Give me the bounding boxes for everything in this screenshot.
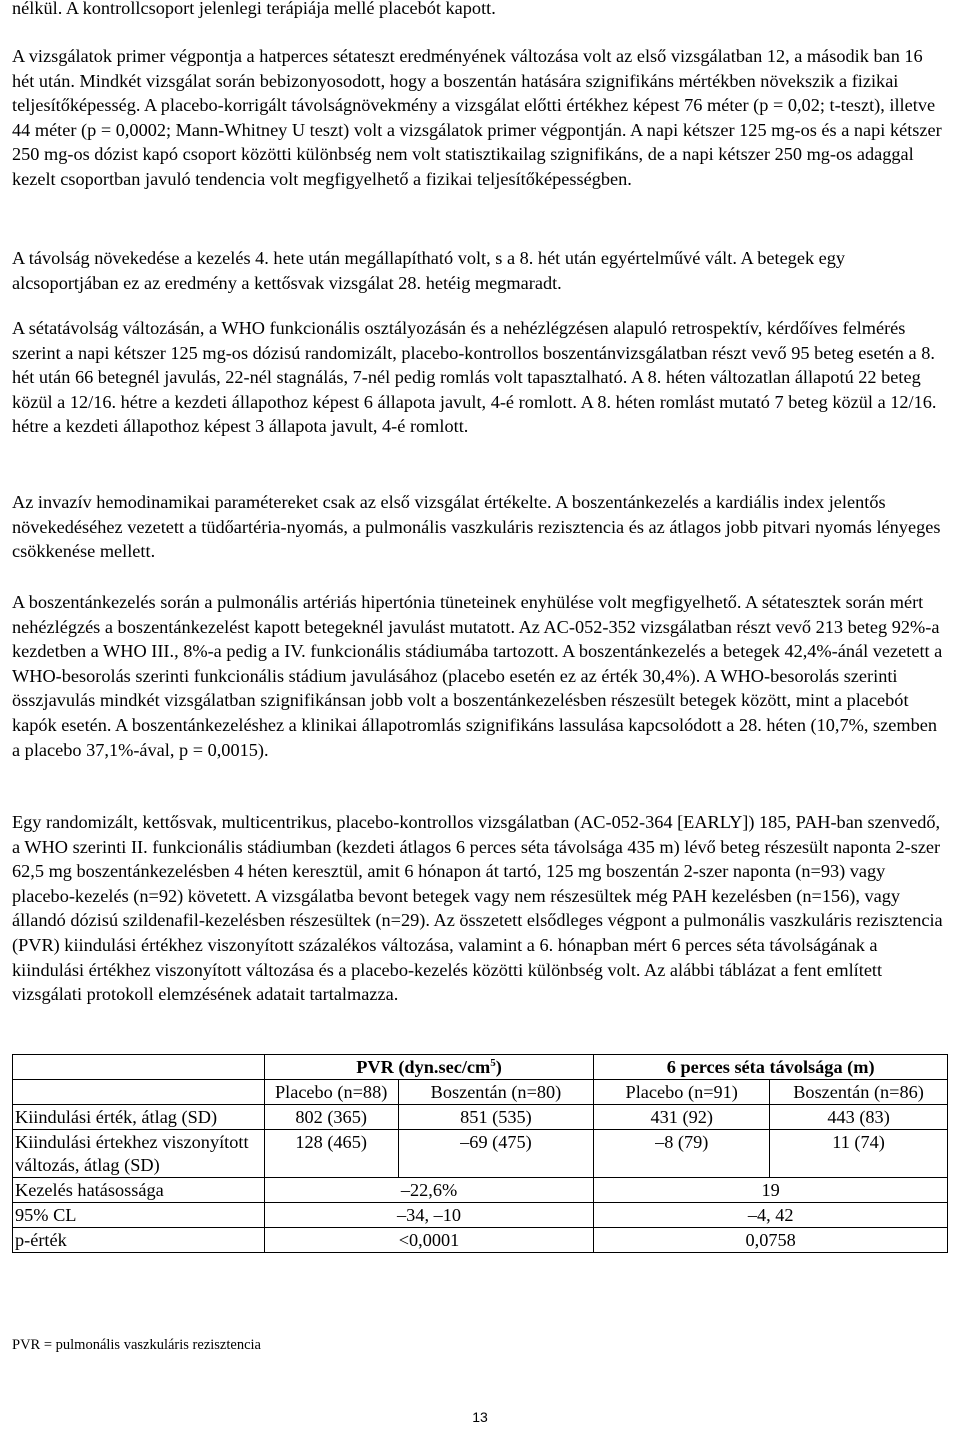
page-number: 13	[472, 1409, 488, 1425]
walk-distance-header: 6 perces séta távolsága (m)	[594, 1055, 948, 1080]
paragraph-2: A távolság növekedése a kezelés 4. hete után megállapítható volt, s a 8. hét után egyértelművé vált. A betegek egy alcsoportjában ez az eredmény a kettősvak vizsgálat 28. hetéig megmaradt.	[12, 248, 846, 293]
paragraph-4: Az invazív hemodinamikai paramétereket csak az első vizsgálat értékelte. A boszentánkezelés a kardiális index jelentős növekedéséhez vezetett a tüdőartéria-nyomás, a pulmonális vaszkuláris rezisztencia és az átlagos jobb pitvari nyomás lényeges csökkenése mellett.	[12, 492, 941, 562]
results-table	[12, 1054, 948, 1253]
col-placebo-pvr: Placebo (n=88)	[264, 1080, 398, 1105]
table-row: Kezelés hatásossága –22,6% 19	[13, 1178, 948, 1203]
paragraph-6: Egy randomizált, kettősvak, multicentrikus, placebo-kontrollos vizsgálatban (AC-052-364 [EARLY]) 185, PAH-ban szenvedő, a WHO szerinti II. funkcionális stádiumban (kezdeti átlagos 6 perces séta távolsága 435 m) lévő beteg részesült naponta 2-szer 62,5 mg boszentánkezelésben 4 héten keresztül, amit 6 hónapon át tartó, 125 mg boszentán 2-szer naponta (n=93) vagy placebo-kezelés (n=92) követett. A vizsgálatba bevont betegek vagy nem részesültek még PAH kezelésben (n=156), vagy állandó dózisú szildenafil-kezelésben részesültek (n=29). Az összetett elsődleges végpont a pulmonális vaszkuláris rezisztencia (PVR) kiindulási értékhez viszonyított százalékos változása, valamint a 6. hónapban mért 6 perces séta távolságának a kiindulási értékhez viszonyított változása és a placebo-kezelés közötti különbség volt. Az alábbi táblázat a fent említett vizsgálati protokoll elemzésének adatait tartalmazza.	[12, 812, 943, 1005]
paragraph-1-a: A vizsgálatok primer végpontja a hatperces sétateszt eredményének változása volt az első vizsgálatban 12, a második ban 16 hét után. Mindkét vizsgálat során bebizonyosodott, hogy a boszentán hatására szignifikáns mértékben növekszik a fizikai teljesítőképesség.	[12, 46, 923, 116]
table-row: p-érték <0,0001 0,0758	[13, 1228, 948, 1253]
paragraph-5: A boszentánkezelés során a pulmonális artériás hipertónia tüneteinek enyhülése volt megfigyelhető. A sétatesztek során mért nehézlégzés a boszentánkezelést kapott betegeknél javulást mutatott. Az AC-052-352 vizsgálatban részt vevő 213 beteg 92%-a kezdetben a WHO III., 8%-a pedig a IV. funkcionális stádiumába tartozott. A boszentánkezelés a betegek 42,4%-ánál vezetett a WHO-besorolás szerinti funkcionális stádium javulásához (placebo esetén ez az érték 30,4%). A WHO-besorolás szerinti összjavulás mindkét vizsgálatban szignifikánsan jobb volt a boszentánkezelésben részesült betegek között, mint a placebót kapók esetén. A boszentánkezeléshez a klinikai állapotromlás szignifikáns lassulása kapcsolódott a 28. héten (10,7%, szemben a placebo 37,1%-ával, p = 0,0015).	[12, 592, 943, 760]
table-row: 95% CL –34, –10 –4, 42	[13, 1203, 948, 1228]
table-row: Kiindulási érték, átlag (SD) 802 (365) 851 (535) 431 (92) 443 (83)	[13, 1105, 948, 1130]
pvr-header: PVR $(dyn.\sec/cm^5)$	[264, 1055, 594, 1080]
table-row: Kiindulási értekhez viszonyított változás, átlag (SD) 128 (465) –69 (475) –8 (79) 11 (74)	[13, 1130, 948, 1178]
table-footnote: PVR = pulmonális vaszkuláris rezisztencia	[12, 1337, 261, 1353]
paragraph-1	[12, 44, 948, 192]
col-bosentan-pvr: Boszentán (n=80)	[398, 1080, 594, 1105]
paragraph-1-c: A napi kétszer 125 mg-os és a napi kétszer 250 mg-os dózist kapó csoport közötti különbség nem volt statisztikailag szignifikáns, de a napi kétszer 250 mg-os adaggal kezelt csoportban javuló tendencia volt megfigyelhető a fizikai teljesítőképességben.	[12, 119, 942, 189]
col-bosentan-walk: Boszentán (n=86)	[770, 1080, 948, 1105]
paragraph-3: A sétatávolság változásán, a WHO funkcionális osztályozásán és a nehézlégzésen alapuló retrospektív, kérdőíves felmérés szerint a napi kétszer 125 mg-os dózisú randomizált, placebo-kontrollos boszentánvizsgálatban részt vevő 95 beteg esetén a 8. hét után 66 betegnél javulás, 22-nél stagnálás, 7-nél pedig romlás volt tapasztalható. A 8. héten változatlan állapotú 22 beteg közül a 12/16. hétre a kezdeti állapothoz képest 6 állapota javult, 4-é romlott. A 8. héten romlást mutató 7 beteg közül a 12/16. hétre a kezdeti állapothoz képest 3 állapota javult, 4-é romlott.	[12, 318, 937, 437]
paragraph-0: nélkül. A kontrollcsoport jelenlegi terápiája mellé placebót kapott.	[12, 0, 496, 18]
col-placebo-walk: Placebo (n=91)	[594, 1080, 770, 1105]
paragraph-1-b: A placebo-korrigált távolságnövekmény a vizsgálat előtti értékhez képest 76 méter (p = 0,02; t-teszt), illetve 44 méter (p = 0,0002; Mann-Whitney U teszt) volt a vizsgálatok primer végpontján.	[12, 95, 936, 140]
